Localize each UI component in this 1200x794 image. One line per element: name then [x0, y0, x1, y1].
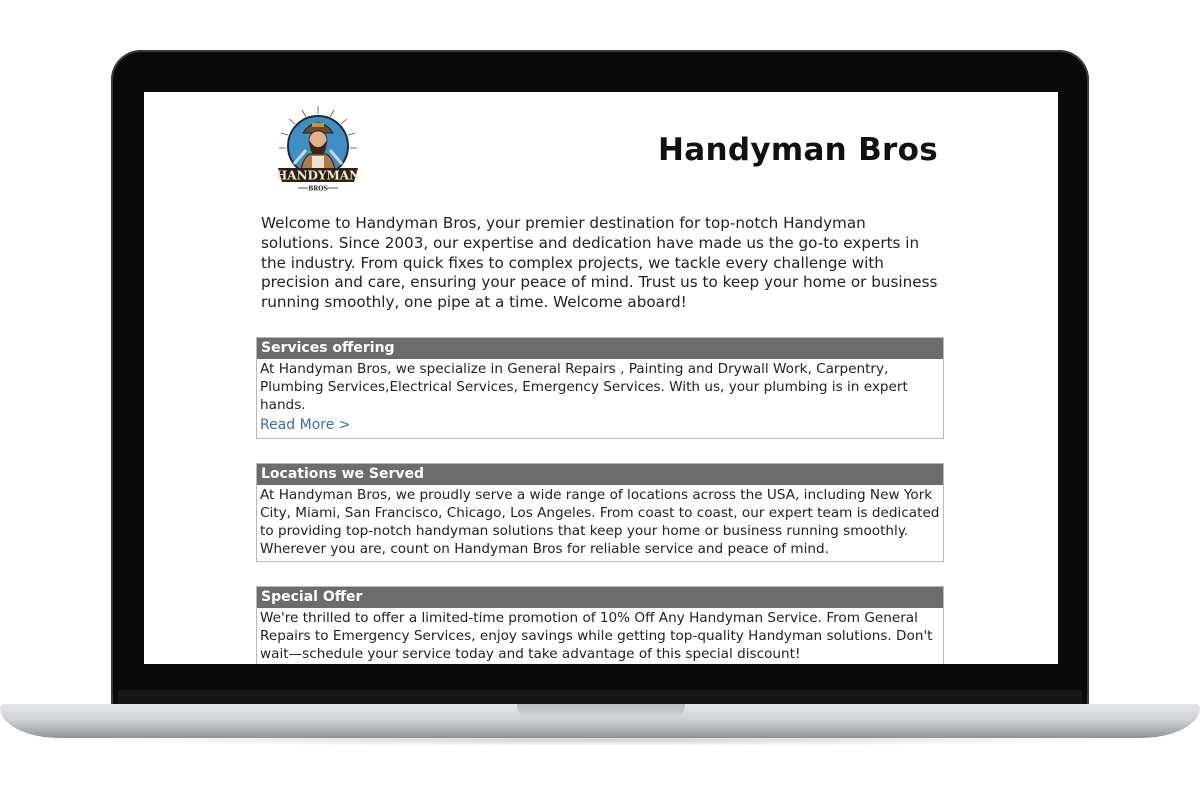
web-page	[256, 92, 944, 664]
services-text: At Handyman Bros, we specialize in General Repairs , Painting and Drywall Work, Carpentry, Plumbing Services,Electrical Services, Emergency Services. With us, your plumbing is in expert hands.	[260, 360, 908, 413]
locations-text: At Handyman Bros, we proudly serve a wide range of locations across the USA, including New York City, Miami, San Francisco, Chicago, Los Angeles. From coast to coast, our expert team is dedicated to providing top-notch handyman solutions that keep your home or business running smoothly. Wherever you are, count on Handyman Bros for reliable service and peace of mind.	[260, 487, 940, 557]
laptop-notch	[517, 704, 685, 718]
page-header	[256, 92, 944, 204]
logo-text: HANDYMAN	[275, 168, 361, 183]
special-offer-heading: Special Offer	[257, 587, 943, 608]
special-offer-section	[256, 586, 944, 664]
intro-paragraph: Welcome to Handyman Bros, your premier destination for top-notch Handyman solutions. Since 2003, our expertise and dedication have made us the go-to experts in the industry. From quick fixes to complex projects, we tackle every challenge with precision and care, ensuring your peace of mind. Trust us to keep your home or business running smoothly, one pipe at a time. Welcome aboard!	[261, 214, 938, 312]
special-offer-text: We're thrilled to offer a limited-time promotion of 10% Off Any Handyman Service. From General Repairs to Emergency Services, enjoy savings while getting top-quality Handyman solutions. Don't wait—schedule your service today and take advantage of this special discount!	[260, 610, 933, 662]
handyman-logo[interactable]	[272, 102, 364, 194]
services-heading: Services offering	[257, 338, 943, 359]
logo-subtext: BROS	[308, 185, 328, 193]
locations-section	[256, 463, 944, 562]
services-section	[256, 337, 944, 439]
read-more-link[interactable]: Read More >	[260, 417, 351, 434]
locations-heading: Locations we Served	[257, 464, 943, 485]
laptop-screen[interactable]	[144, 92, 1058, 664]
site-title: Handyman Bros	[658, 132, 938, 168]
